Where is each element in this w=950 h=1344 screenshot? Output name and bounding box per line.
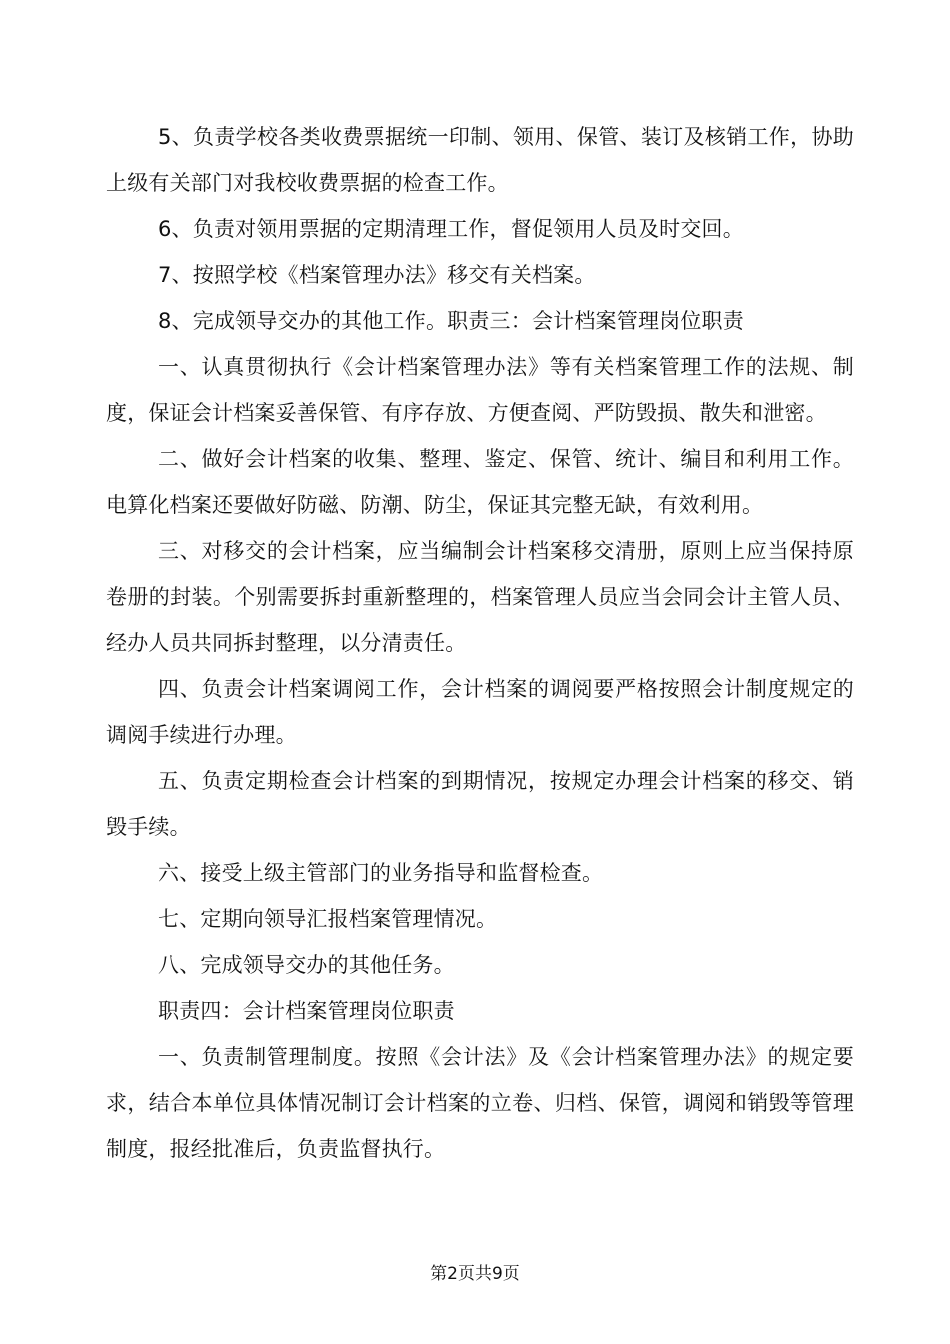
paragraph-item-6: 6、负责对领用票据的定期清理工作，督促领用人员及时交回。 [158,217,744,241]
paragraph-duty3-item-3: 三、对移交的会计档案，应当编制会计档案移交清册，原则上应当保持原卷册的封装。个别需要拆封重新整理的，档案管理人员应当会同会计主管人员、经办人员共同拆封整理，以分清责任。 [106,539,854,655]
paragraph-duty3-item-5: 五、负责定期检查会计档案的到期情况，按规定办理会计档案的移交、销毁手续。 [106,769,854,839]
paragraph-duty3-item-6: 六、接受上级主管部门的业务指导和监督检查。 [158,861,604,885]
paragraph-duty3-item-7: 七、定期向领导汇报档案管理情况。 [158,907,498,931]
paragraph-duty3-item-2: 二、做好会计档案的收集、整理、鉴定、保管、统计、编目和利用工作。电算化档案还要做好防磁、防潮、防尘，保证其完整无缺，有效利用。 [106,447,854,517]
paragraph-duty4-item-1: 一、负责制管理制度。按照《会计法》及《会计档案管理办法》的规定要求，结合本单位具体情况制订会计档案的立卷、归档、保管，调阅和销毁等管理制度，报经批准后，负责监督执行。 [106,1045,854,1161]
paragraph-item-8: 8、完成领导交办的其他工作。职责三：会计档案管理岗位职责 [158,309,744,333]
paragraph-duty3-item-1: 一、认真贯彻执行《会计档案管理办法》等有关档案管理工作的法规、制度，保证会计档案妥善保管、有序存放、方便查阅、严防毁损、散失和泄密。 [106,355,854,425]
document-body [106,114,854,1172]
paragraph-item-7: 7、按照学校《档案管理办法》移交有关档案。 [158,263,596,287]
page-number-footer: 第2页共9页 [430,1264,520,1284]
paragraph-duty3-item-8: 八、完成领导交办的其他任务。 [158,953,455,977]
paragraph-duty3-item-4: 四、负责会计档案调阅工作，会计档案的调阅要严格按照会计制度规定的调阅手续进行办理。 [106,677,854,747]
section-heading-duty4: 职责四：会计档案管理岗位职责 [158,999,455,1023]
paragraph-item-5: 5、负责学校各类收费票据统一印制、领用、保管、装订及核销工作，协助上级有关部门对我校收费票据的检查工作。 [106,125,854,195]
